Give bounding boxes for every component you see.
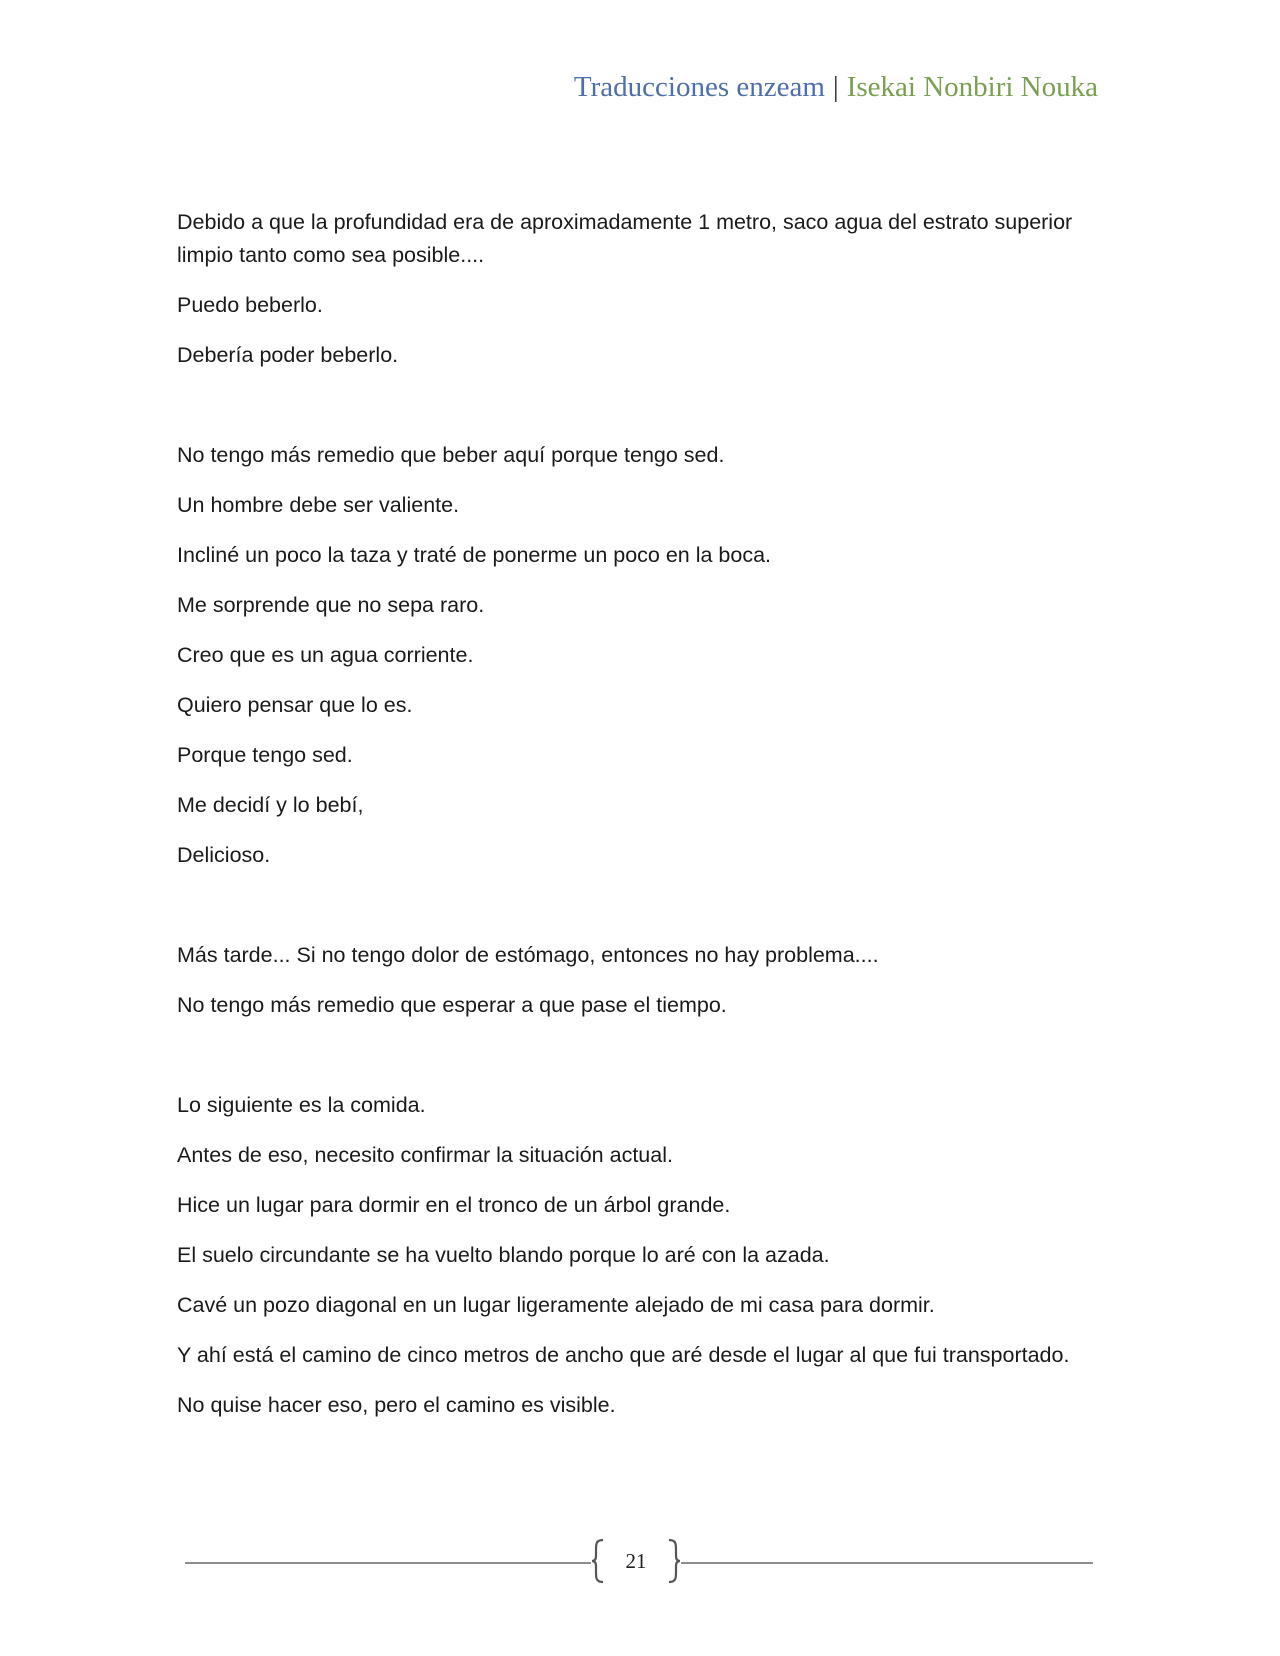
paragraph: Porque tengo sed. — [177, 743, 353, 767]
document-body — [177, 206, 1097, 1439]
paragraph: Debido a que la profundidad era de aproximadamente 1 metro, saco agua del estrato superior limpio tanto como sea posible.... — [177, 210, 1073, 267]
paragraph: No tengo más remedio que esperar a que pase el tiempo. — [177, 993, 727, 1017]
page-footer — [185, 1538, 1093, 1588]
paragraph: Me decidí y lo bebí, — [177, 793, 364, 817]
paragraph: No quise hacer eso, pero el camino es visible. — [177, 1393, 616, 1417]
open-brace-icon — [591, 1538, 605, 1584]
paragraph: Más tarde... Si no tengo dolor de estómago, entonces no hay problema.... — [177, 943, 879, 967]
paragraph: Antes de eso, necesito confirmar la situación actual. — [177, 1143, 673, 1167]
paragraph: Delicioso. — [177, 843, 271, 867]
paragraph: Cavé un pozo diagonal en un lugar ligeramente alejado de mi casa para dormir. — [177, 1293, 935, 1317]
paragraph: Hice un lugar para dormir en el tronco de un árbol grande. — [177, 1193, 731, 1217]
header-translator: Traducciones enzeam — [573, 71, 825, 103]
paragraph: Me sorprende que no sepa raro. — [177, 593, 485, 617]
page-number: 21 — [625, 1549, 647, 1573]
paragraph: Quiero pensar que lo es. — [177, 693, 413, 717]
footer-rule-right — [681, 1562, 1093, 1564]
paragraph: Creo que es un agua corriente. — [177, 643, 474, 667]
paragraph: Incliné un poco la taza y traté de ponerme un poco en la boca. — [177, 543, 772, 567]
blank-line — [177, 1039, 1097, 1072]
paragraph: El suelo circundante se ha vuelto blando porque lo aré con la azada. — [177, 1243, 830, 1267]
close-brace-icon — [667, 1538, 681, 1584]
header-series-title: Isekai Nonbiri Nouka — [846, 71, 1098, 103]
blank-line — [177, 889, 1097, 922]
paragraph: Lo siguiente es la comida. — [177, 1093, 426, 1117]
footer-rule-left — [185, 1562, 591, 1564]
header-separator: | — [832, 71, 839, 103]
paragraph: Un hombre debe ser valiente. — [177, 493, 460, 517]
paragraph: No tengo más remedio que beber aquí porque tengo sed. — [177, 443, 725, 467]
blank-line — [177, 389, 1097, 422]
paragraph: Puedo beberlo. — [177, 293, 323, 317]
paragraph: Y ahí está el camino de cinco metros de ancho que aré desde el lugar al que fui transportado. — [177, 1343, 1070, 1367]
paragraph: Debería poder beberlo. — [177, 343, 399, 367]
running-header — [574, 70, 1098, 105]
